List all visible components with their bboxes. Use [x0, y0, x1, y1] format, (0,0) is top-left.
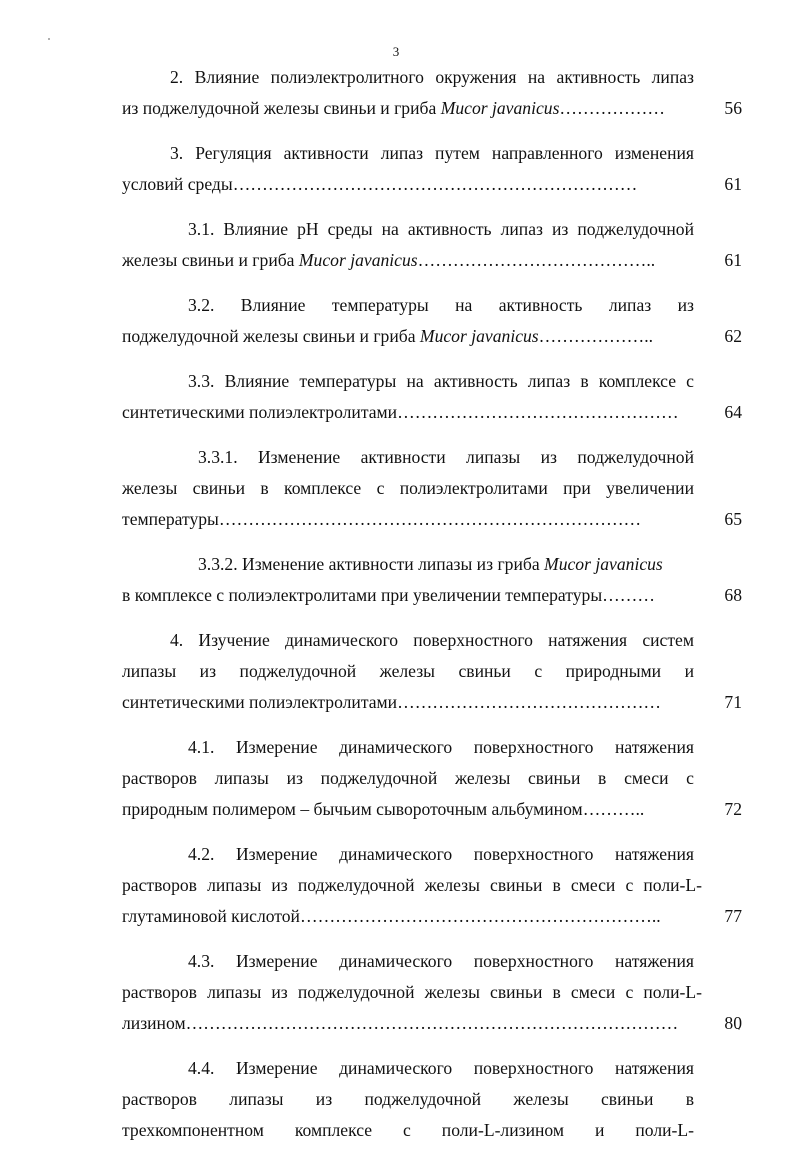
toc-entry-2	[122, 62, 742, 124]
toc-entry-4-2	[122, 839, 742, 932]
toc-entry-3-3-1-page: 65	[724, 509, 742, 529]
toc-entry-3-3	[122, 366, 742, 428]
toc-entry-3-line-1: 3. Регуляция активности липаз путем направленного изменения	[170, 143, 694, 163]
toc-entry-4-2-leader: ……………………………………………………..	[299, 906, 661, 926]
toc-entry-4-3-page: 80	[724, 1013, 742, 1033]
toc-entry-4-2-page: 77	[724, 906, 742, 926]
scan-speck-top-left	[48, 38, 50, 40]
toc-entry-4-2-line-3: глутаминовой кислотой	[122, 906, 300, 926]
toc-entry-3-3-1-line-2: железы свиньи в комплексе с полиэлектролитами при увеличении	[122, 478, 694, 498]
toc-entry-3-1-page: 61	[724, 250, 742, 270]
toc-entry-3-3-line-1: 3.3. Влияние температуры на активность липаз в комплексе с	[188, 371, 694, 391]
toc-entry-3-3-1-line-1: 3.3.1. Изменение активности липазы из поджелудочной	[198, 447, 694, 467]
toc-entry-4-3-leader: …………………………………………………………………………	[185, 1013, 679, 1033]
toc-entry-4-1-line-1: 4.1. Измерение динамического поверхностного натяжения	[188, 737, 694, 757]
toc-entry-3-2-line-1: 3.2. Влияние температуры на активность липаз из	[188, 295, 694, 315]
toc-entry-3-3-2-leader: ………	[602, 585, 655, 605]
toc-entry-3	[122, 138, 742, 200]
toc-entry-4-4-line-1: 4.4. Измерение динамического поверхностного натяжения	[188, 1058, 694, 1078]
toc-entry-4-1-line-2: растворов липазы из поджелудочной железы свиньи в смеси с	[122, 768, 694, 788]
toc-entry-3-page: 61	[724, 174, 742, 194]
toc-entry-4-1-page: 72	[724, 799, 742, 819]
toc-entry-4-2-line-2: растворов липазы из поджелудочной железы свиньи в смеси с поли-L-	[122, 875, 702, 895]
toc-entry-3-3-2-page: 68	[724, 585, 742, 605]
toc-entry-4-3	[122, 946, 742, 1039]
toc-entry-2-leader: ………………	[559, 98, 665, 118]
toc-entry-3-2	[122, 290, 742, 352]
toc-entry-4-page: 71	[724, 692, 742, 712]
toc-entry-3-3-line-2: синтетическими полиэлектролитами	[122, 402, 398, 422]
toc-entry-3-line-2: условий среды	[122, 174, 233, 194]
toc-entry-4-leader: ………………………………………	[397, 692, 661, 712]
toc-entry-3-1-leader: …………………………………..	[417, 250, 656, 270]
toc-entry-3-leader: ……………………………………………………………	[232, 174, 638, 194]
toc-entry-4-3-line-3: лизином	[122, 1013, 186, 1033]
toc-entry-3-1-species: Mucor javanicus	[298, 250, 418, 270]
toc-entry-4-line-3: синтетическими полиэлектролитами	[122, 692, 398, 712]
toc-entry-4-2-line-1: 4.2. Измерение динамического поверхностного натяжения	[188, 844, 694, 864]
toc-entry-3-3-leader: …………………………………………	[397, 402, 679, 422]
toc-entry-3-1	[122, 214, 742, 276]
toc-entry-3-1-line-2: железы свиньи и гриба	[122, 250, 299, 270]
toc-entry-4-3-line-1: 4.3. Измерение динамического поверхностного натяжения	[188, 951, 694, 971]
toc-entry-3-3-2	[122, 549, 742, 611]
toc-entry-3-3-2-species: Mucor javanicus	[544, 554, 663, 574]
toc-entry-4-1-line-3: природным полимером – бычьим сывороточным альбумином	[122, 799, 583, 819]
toc-entry-2-line-1: 2. Влияние полиэлектролитного окружения на активность липаз	[170, 67, 694, 87]
page-number: 3	[392, 44, 400, 59]
toc-entry-3-2-line-2: поджелудочной железы свиньи и гриба	[122, 326, 420, 346]
toc-entry-4-line-1: 4. Изучение динамического поверхностного натяжения систем	[170, 630, 694, 650]
toc-entry-3-3-1	[122, 442, 742, 535]
toc-entry-4-4	[122, 1053, 742, 1146]
toc-entry-3-2-species: Mucor javanicus	[419, 326, 539, 346]
toc-entry-3-2-leader: ………………..	[538, 326, 654, 346]
toc-entry-4-1-leader: ………..	[582, 799, 645, 819]
toc-entry-4-3-line-2: растворов липазы из поджелудочной железы свиньи в смеси с поли-L-	[122, 982, 702, 1002]
toc-entry-2-species: Mucor javanicus	[440, 98, 560, 118]
toc-entry-3-2-page: 62	[724, 326, 742, 346]
toc-entry-4-4-line-3: трехкомпонентном комплексе с поли-L-лизином и поли-L-	[122, 1120, 694, 1140]
toc-entry-3-3-2-line-1: 3.3.2. Изменение активности липазы из гриба	[198, 554, 545, 574]
toc-entry-3-1-line-1: 3.1. Влияние рН среды на активность липаз из поджелудочной	[188, 219, 694, 239]
table-of-contents	[122, 62, 742, 1160]
toc-entry-3-3-1-leader: ………………………………………………………………	[218, 509, 642, 529]
toc-entry-2-page: 56	[724, 98, 742, 118]
toc-entry-3-3-2-line-2: в комплексе с полиэлектролитами при увеличении температуры	[122, 585, 603, 605]
toc-entry-3-3-page: 64	[724, 402, 742, 422]
toc-entry-4-1	[122, 732, 742, 825]
toc-entry-2-line-2: из поджелудочной железы свиньи и гриба	[122, 98, 441, 118]
toc-entry-4-4-line-2: растворов липазы из поджелудочной железы свиньи в	[122, 1089, 694, 1109]
toc-entry-3-3-1-line-3: температуры	[122, 509, 219, 529]
toc-entry-4	[122, 625, 742, 718]
toc-entry-4-line-2: липазы из поджелудочной железы свиньи с природными и	[122, 661, 694, 681]
